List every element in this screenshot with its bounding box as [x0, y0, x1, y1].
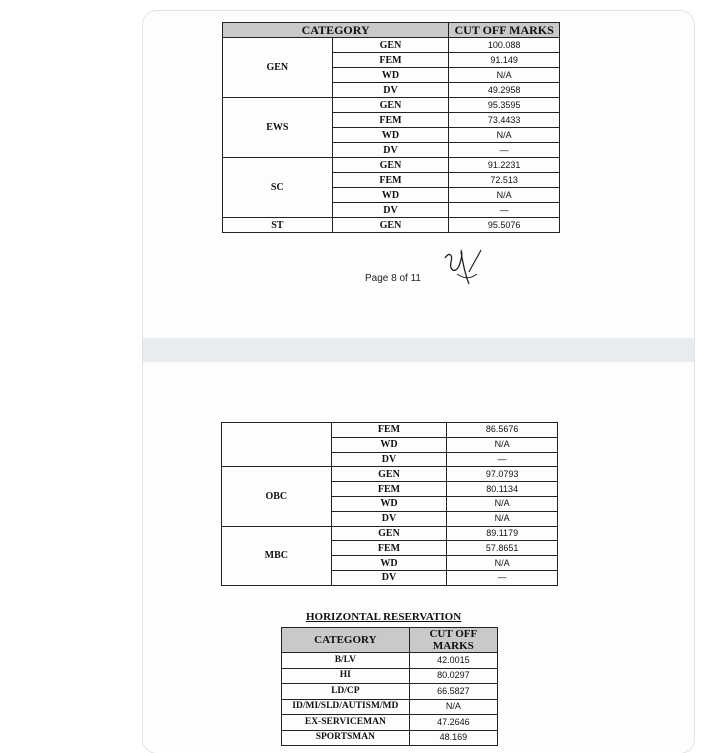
subcategory-cell: GEN: [332, 98, 449, 113]
category-cell: GEN: [223, 38, 333, 98]
cutoff-cell: —: [447, 452, 558, 467]
cutoff-cell: 49.2958: [449, 83, 560, 98]
subcategory-cell: WD: [332, 128, 449, 143]
category-cell: MBC: [222, 526, 332, 585]
cutoff-cell: 97.0793: [447, 467, 558, 482]
signature-image: [439, 244, 489, 289]
cutoff-cell: —: [449, 203, 560, 218]
subcategory-cell: WD: [331, 437, 447, 452]
category-cell: ST: [223, 218, 333, 233]
table-row: [223, 218, 560, 233]
category-cell: SPORTSMAN: [282, 730, 410, 746]
table-row: [222, 467, 558, 482]
subcategory-cell: GEN: [332, 38, 449, 53]
page-separator: [143, 338, 694, 362]
subcategory-cell: FEM: [332, 53, 449, 68]
cutoff-cell: 42.0015: [409, 653, 497, 669]
subcategory-cell: DV: [332, 143, 449, 158]
cutoff-cell: 80.1134: [447, 482, 558, 497]
subcategory-cell: FEM: [331, 423, 447, 438]
document-page-9: [143, 362, 694, 753]
cutoff-cell: N/A: [449, 128, 560, 143]
cutoff-cell: 80.0297: [409, 668, 497, 684]
subcategory-cell: FEM: [332, 173, 449, 188]
subcategory-cell: GEN: [331, 526, 447, 541]
subcategory-cell: WD: [332, 188, 449, 203]
category-cell: [222, 423, 332, 467]
subcategory-cell: WD: [331, 556, 447, 571]
header-category: CATEGORY: [282, 628, 410, 653]
subcategory-cell: GEN: [331, 467, 447, 482]
category-cell: EX-SERVICEMAN: [282, 715, 410, 731]
subcategory-cell: GEN: [332, 158, 449, 173]
cutoff-cell: 48.169: [409, 730, 497, 746]
subcategory-cell: FEM: [331, 541, 447, 556]
cutoff-cell: N/A: [409, 699, 497, 715]
cutoff-table-page-9: [221, 422, 558, 586]
table-row: [282, 653, 498, 669]
cutoff-cell: 91.149: [449, 53, 560, 68]
table-row: [282, 684, 498, 700]
cutoff-table-page-8: [222, 22, 560, 233]
horizontal-reservation-title: HORIZONTAL RESERVATION: [306, 611, 462, 623]
table-row: [223, 98, 560, 113]
category-cell: HI: [282, 668, 410, 684]
table-row: [222, 423, 558, 438]
cutoff-cell: N/A: [449, 188, 560, 203]
category-cell: SC: [223, 158, 333, 218]
cutoff-cell: 73.4433: [449, 113, 560, 128]
header-cutoff: CUT OFF MARKS: [449, 23, 560, 38]
subcategory-cell: DV: [332, 203, 449, 218]
cutoff-cell: 86.5676: [447, 423, 558, 438]
cutoff-cell: N/A: [447, 556, 558, 571]
subcategory-cell: DV: [331, 452, 447, 467]
cutoff-cell: N/A: [449, 68, 560, 83]
table-row: [223, 158, 560, 173]
subcategory-cell: DV: [331, 511, 447, 526]
page-footer: Page 8 of 11: [365, 273, 421, 284]
table-row: [223, 38, 560, 53]
subcategory-cell: GEN: [332, 218, 449, 233]
cutoff-cell: —: [449, 143, 560, 158]
cutoff-cell: 100.088: [449, 38, 560, 53]
header-cutoff: CUT OFF MARKS: [409, 628, 497, 653]
cutoff-cell: 91.2231: [449, 158, 560, 173]
table-row: [282, 730, 498, 746]
cutoff-cell: N/A: [447, 437, 558, 452]
cutoff-cell: 66.5827: [409, 684, 497, 700]
cutoff-cell: N/A: [447, 496, 558, 511]
cutoff-cell: 57.8651: [447, 541, 558, 556]
category-cell: LD/CP: [282, 684, 410, 700]
table-row: [282, 699, 498, 715]
table-row: [282, 668, 498, 684]
cutoff-cell: N/A: [447, 511, 558, 526]
document-card: [143, 11, 694, 753]
horizontal-reservation-table: [281, 627, 498, 746]
table-row: [282, 715, 498, 731]
document-page-8: [143, 11, 694, 338]
subcategory-cell: FEM: [332, 113, 449, 128]
subcategory-cell: FEM: [331, 482, 447, 497]
subcategory-cell: DV: [332, 83, 449, 98]
cutoff-cell: 95.5076: [449, 218, 560, 233]
category-cell: OBC: [222, 467, 332, 526]
cutoff-cell: 72.513: [449, 173, 560, 188]
cutoff-cell: 95.3595: [449, 98, 560, 113]
cutoff-cell: 89.1179: [447, 526, 558, 541]
header-category: CATEGORY: [223, 23, 449, 38]
category-cell: B/LV: [282, 653, 410, 669]
subcategory-cell: WD: [331, 496, 447, 511]
category-cell: EWS: [223, 98, 333, 158]
cutoff-cell: —: [447, 570, 558, 585]
subcategory-cell: DV: [331, 570, 447, 585]
cutoff-cell: 47.2646: [409, 715, 497, 731]
table-row: [222, 526, 558, 541]
category-cell: ID/MI/SLD/AUTISM/MD: [282, 699, 410, 715]
subcategory-cell: WD: [332, 68, 449, 83]
